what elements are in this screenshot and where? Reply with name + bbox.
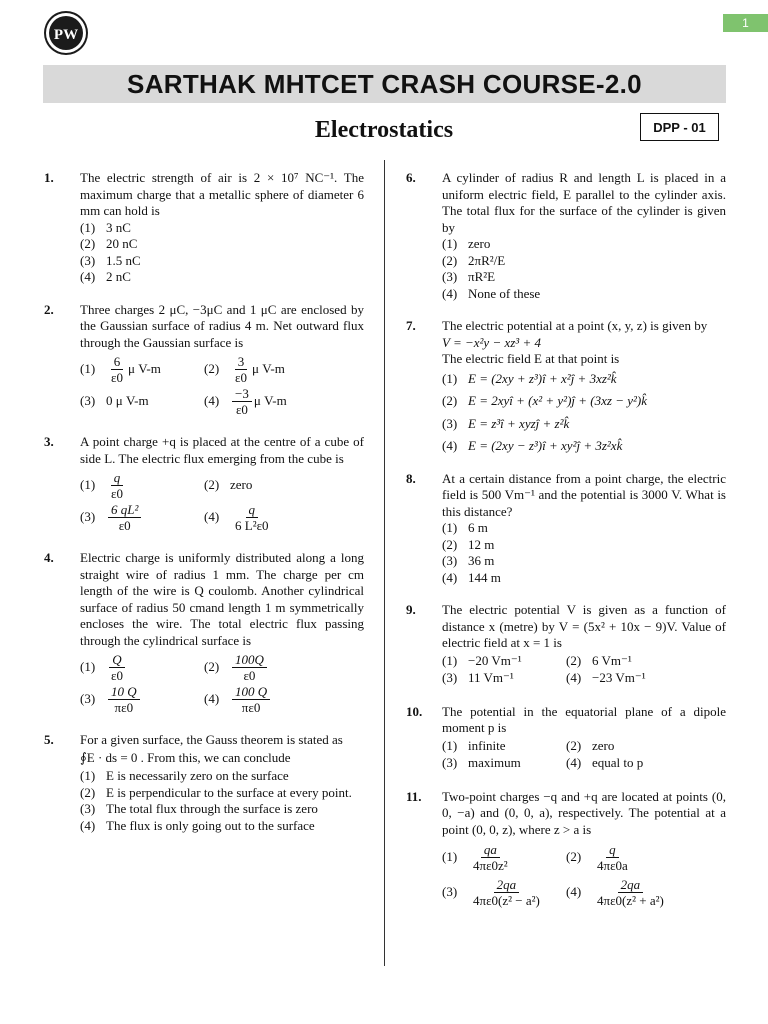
course-title: SARTHAK MHTCET CRASH COURSE-2.0 — [127, 68, 642, 99]
question-9 — [406, 602, 726, 688]
svg-text:PW: PW — [53, 27, 79, 43]
option-4[interactable]: (4) −23 Vm⁻¹ — [566, 670, 646, 685]
topic-title: Electrostatics — [314, 117, 454, 143]
question-8 — [406, 471, 726, 587]
option-3[interactable]: (3) maximum — [442, 755, 521, 770]
option-1[interactable]: (1) 6 m — [442, 520, 488, 535]
option-3[interactable]: (3) 11 Vm⁻¹ — [442, 670, 514, 685]
option-2[interactable]: (2) zero — [204, 477, 253, 493]
column-divider — [384, 160, 385, 966]
question-stem: The electric potential V is given as a function of distance x (metre) by V = (5x² + 10x − 9)V. Value of electric field at x = 1 is — [442, 602, 726, 650]
fraction: $\frac{6}{\varepsilon 0}$ — [111, 354, 123, 385]
fraction: $\frac{100Q}{\varepsilon 0}$ — [232, 652, 267, 683]
fraction: $\frac{\text{6 qL²}}{\varepsilon 0}$ — [108, 502, 141, 533]
course-title-bar — [43, 65, 726, 103]
option-4[interactable]: (4) equal to p — [566, 755, 644, 770]
question-number: 8. — [406, 470, 416, 486]
option-3[interactable]: (3) 1.5 nC — [80, 252, 141, 268]
option-4[interactable]: (4) None of these — [442, 285, 541, 301]
question-11 — [406, 789, 726, 910]
option-1[interactable]: (1) infinite — [442, 737, 506, 753]
option-2[interactable]: (2) E = 2xyî + (x² + y²)ĵ + (3xz − y²)k̂ — [442, 393, 647, 408]
question-number: 11. — [406, 788, 422, 804]
question-number: 6. — [406, 170, 416, 185]
option-1[interactable]: (1) $\frac{q}{\varepsilon 0}$ — [80, 470, 204, 501]
option-4[interactable]: (4) The flux is only going out to the surface — [80, 817, 315, 833]
question-number: 4. — [44, 550, 54, 565]
question-5 — [44, 732, 364, 834]
question-stem: A point charge +q is placed at the centre of a cube of side L. The electric flux emerging from the cube is — [80, 434, 364, 466]
option-1[interactable]: (1) E is necessarily zero on the surface — [80, 768, 289, 783]
option-2[interactable]: (2) $\frac{100Q}{\varepsilon 0}$ — [204, 652, 328, 683]
pw-logo — [44, 11, 88, 55]
question-4 — [44, 550, 364, 716]
option-1[interactable]: (1) E = (2xy + z³)î + x²ĵ + 3xz²k̂ — [442, 370, 617, 386]
option-4[interactable]: (4) 144 m — [442, 569, 501, 585]
fraction: $\frac{3}{\varepsilon 0}$ — [235, 354, 247, 385]
option-3[interactable]: (3) 36 m — [442, 553, 495, 568]
potential-equation: V = −x²y − xz³ + 4 — [442, 334, 541, 350]
option-3[interactable]: (3) The total flux through the surface is zero — [80, 801, 318, 816]
dpp-label: DPP - 01 — [640, 113, 719, 141]
question-number: 7. — [406, 318, 416, 333]
option-1[interactable]: (1) $\frac{qa}{\text{4πε0z²}}$ — [442, 842, 566, 873]
question-number: 2. — [44, 301, 54, 317]
question-number: 5. — [44, 732, 54, 747]
option-2[interactable]: (2) 12 m — [442, 536, 495, 552]
question-stem: Two-point charges −q and +q are located at points (0, 0, −a) and (0, 0, a), respectively. The potential at a point (0, 0, z), where z > a is — [442, 788, 726, 837]
gauss-equation: ∮E · ds = 0 . From this, we can conclude — [80, 749, 291, 765]
question-3 — [44, 434, 364, 534]
option-1[interactable]: (1) zero — [442, 236, 491, 251]
option-2[interactable]: (2) E is perpendicular to the surface at every point. — [80, 784, 352, 800]
option-1[interactable]: (1) −20 Vm⁻¹ — [442, 652, 522, 668]
fraction: $\frac{q}{4\pi\varepsilon 0a}$ — [597, 842, 628, 873]
left-column — [44, 170, 364, 834]
option-4[interactable]: (4) $\frac{-3}{\varepsilon 0}$ μ V-m — [204, 386, 287, 417]
question-1 — [44, 170, 364, 286]
option-2[interactable]: (2) 2πR²/E — [442, 252, 506, 268]
fraction: $\frac{100 Q}{\pi\varepsilon 0}$ — [232, 684, 270, 715]
right-column — [406, 170, 726, 909]
page-number-badge: 1 — [723, 14, 768, 32]
option-3[interactable]: (3) $\frac{2qa}{\text{4πε0(z² − a²)}}$ — [442, 877, 566, 908]
question-stem: The potential in the equatorial plane of a dipole moment p is — [442, 703, 726, 735]
question-stem: At a certain distance from a point charge, the electric field is 500 Vm⁻¹ and the potential is 3000 V. What is this distance? — [442, 470, 726, 519]
option-2[interactable]: (2) zero — [566, 737, 615, 753]
option-4[interactable]: (4) $\frac{100 Q}{\pi\varepsilon 0}$ — [204, 684, 328, 715]
question-stem: The electric strength of air is 2 × 10⁷ NC⁻¹. The maximum charge that a metallic sphere of diameter 6 mm can hold is — [80, 170, 364, 218]
question-6 — [406, 170, 726, 302]
fraction: $\frac{10 Q}{\pi\varepsilon 0}$ — [108, 684, 140, 715]
option-3[interactable]: (3) $\frac{10 Q}{\pi\varepsilon 0}$ — [80, 684, 204, 715]
option-2[interactable]: (2) $\frac{3}{\varepsilon 0}$ μ V-m — [204, 354, 285, 385]
question-stem: Electric charge is uniformly distributed along a long straight wire of radius 1 mm. The charge per cm length of the wire is Q coulomb. Another cylindrical surface of radius 50 cmand length 1 m symmetrically encloses the wire. The total electric flux passing through the cylindrical surface is — [80, 550, 364, 648]
question-stem: For a given surface, the Gauss theorem is stated as — [80, 732, 343, 747]
option-3[interactable]: (3) $\frac{\text{6 qL²}}{\varepsilon 0}$ — [80, 502, 204, 533]
option-2[interactable]: (2) $\frac{q}{4\pi\varepsilon 0a}$ — [566, 842, 690, 873]
question-stem-cont: The electric field E at that point is — [442, 351, 620, 366]
option-2[interactable]: (2) 6 Vm⁻¹ — [566, 652, 632, 668]
fraction: $\frac{2qa}{\text{4πε0(z² − a²)}}$ — [473, 877, 540, 908]
question-number: 10. — [406, 703, 423, 719]
question-stem: Three charges 2 μC, −3μC and 1 μC are enclosed by the Gaussian surface of radius 4 m. Net outward flux through the Gaussian surface is — [80, 301, 364, 350]
option-1[interactable]: (1) $\frac{Q}{\varepsilon 0}$ — [80, 652, 204, 683]
option-4[interactable]: (4) E = (2xy − z³)î + xy²ĵ + 3z²xk̂ — [442, 438, 623, 453]
question-stem: A cylinder of radius R and length L is placed in a uniform electric field, E parallel to the cylinder axis. The total flux for the surface of the cylinder is given by — [442, 170, 726, 235]
question-2 — [44, 302, 364, 419]
question-7 — [406, 318, 726, 455]
question-number: 1. — [44, 170, 54, 185]
option-3[interactable]: (3) πR²E — [442, 269, 496, 284]
option-4[interactable]: (4) $\frac{q}{\text{6 L²ε0}}$ — [204, 502, 328, 533]
fraction: $\frac{q}{\varepsilon 0}$ — [111, 470, 123, 501]
fraction: $\frac{-3}{\varepsilon 0}$ — [232, 386, 252, 417]
question-number: 3. — [44, 434, 54, 449]
option-2[interactable]: (2) 20 nC — [80, 236, 138, 251]
question-number: 9. — [406, 602, 416, 617]
fraction: $\frac{qa}{\text{4πε0z²}}$ — [473, 842, 508, 873]
fraction: $\frac{2qa}{\text{4πε0(z² + a²)}}$ — [597, 877, 664, 908]
option-1[interactable]: (1) 3 nC — [80, 219, 131, 235]
fraction: $\frac{q}{\text{6 L²ε0}}$ — [235, 502, 269, 533]
option-4[interactable]: (4) 2 nC — [80, 269, 131, 284]
option-3[interactable]: (3) E = z³î + xyzĵ + z²k̂ — [442, 415, 570, 431]
option-3[interactable]: (3) 0 μ V-m — [80, 393, 149, 409]
question-10 — [406, 704, 726, 773]
option-4[interactable]: (4) $\frac{2qa}{\text{4πε0(z² + a²)}}$ — [566, 877, 690, 908]
option-1[interactable]: (1) $\frac{6}{\varepsilon 0}$ μ V-m — [80, 354, 161, 385]
question-stem: The electric potential at a point (x, y, z) is given by — [442, 318, 708, 333]
fraction: $\frac{Q}{\varepsilon 0}$ — [111, 652, 123, 683]
